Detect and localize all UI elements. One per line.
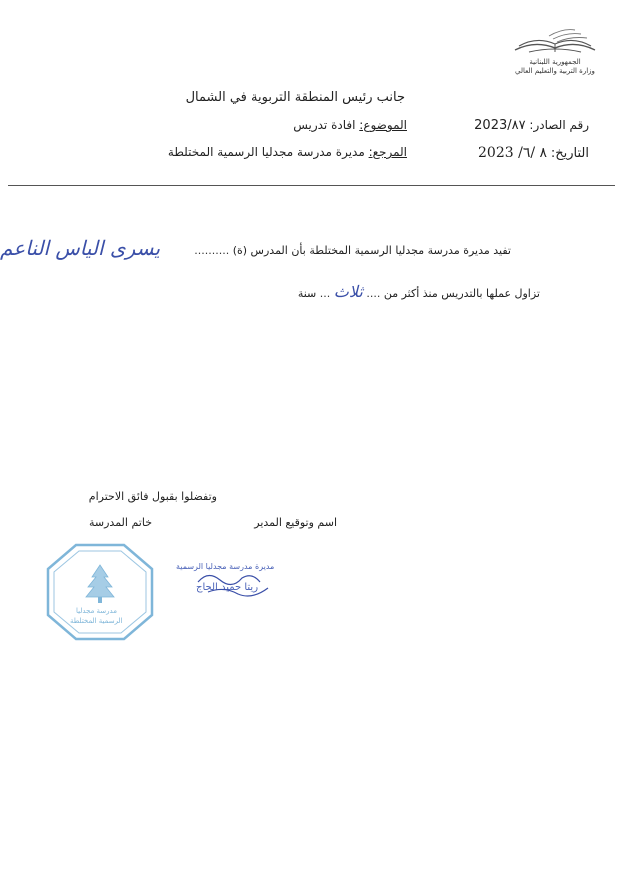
stamp-label: خاتم المدرسة — [89, 516, 152, 529]
school-stamp — [46, 543, 154, 641]
open-book-icon — [505, 22, 605, 56]
body-dots-3: ... — [319, 287, 331, 300]
signature-stamp-line2: ريتا حميد الحاج — [196, 582, 259, 593]
body-line-2 — [298, 282, 540, 301]
body-line-1-text: تفيد مديرة مدرسة مجدليا الرسمية المختلطة بأن المدرس (ة) — [232, 244, 511, 257]
subject-value: افادة تدريس — [293, 118, 356, 132]
signature-label: اسم وتوقيع المدير — [254, 516, 337, 529]
date-value: ٨ /٦/ 2023 — [478, 145, 548, 161]
addressee: جانب رئيس المنطقة التربوية في الشمال — [185, 90, 405, 105]
closing-line: وتفضلوا بقبول فائق الاحترام — [88, 490, 217, 503]
reference-value: مديرة مدرسة مجدليا الرسمية المختلطة — [167, 145, 365, 159]
body-dots-2: .... — [366, 287, 381, 300]
reference-row — [168, 145, 407, 159]
subject-row — [293, 118, 407, 132]
signature-scribble-icon — [168, 552, 288, 608]
director-signature — [168, 552, 288, 608]
cedar-icon — [86, 565, 114, 597]
signature-stamp-line1: مديرة مدرسة مجدليا الرسمية — [176, 562, 275, 571]
stamp-text-2: الرسمية المختلطة — [70, 617, 123, 625]
reference-label: المرجع: — [368, 145, 407, 159]
date-label: التاريخ: — [550, 146, 589, 161]
years-suffix: سنة — [297, 287, 317, 300]
body-dots: .......... — [194, 244, 230, 257]
years-value: ثلاث — [333, 282, 363, 301]
body-line-1 — [194, 244, 511, 257]
ref-number-row — [474, 118, 589, 133]
ref-number-label: رقم الصادر: — [529, 118, 589, 132]
body-line-2-text: تزاول عملها بالتدريس منذ أكثر من — [383, 287, 540, 300]
ministry-name: وزارة التربية والتعليم العالي — [515, 67, 595, 75]
teacher-name: يسرى الياس الناعم — [0, 236, 161, 260]
date-row — [478, 145, 589, 161]
ref-number-value: 2023/٨٧ — [474, 118, 526, 133]
stamp-text-1: مدرسة مجدليا — [76, 607, 117, 615]
header-divider — [8, 185, 615, 186]
republic-name: الجمهورية اللبنانية — [529, 58, 581, 66]
subject-label: الموضوع: — [359, 118, 407, 132]
letterhead — [505, 22, 605, 84]
